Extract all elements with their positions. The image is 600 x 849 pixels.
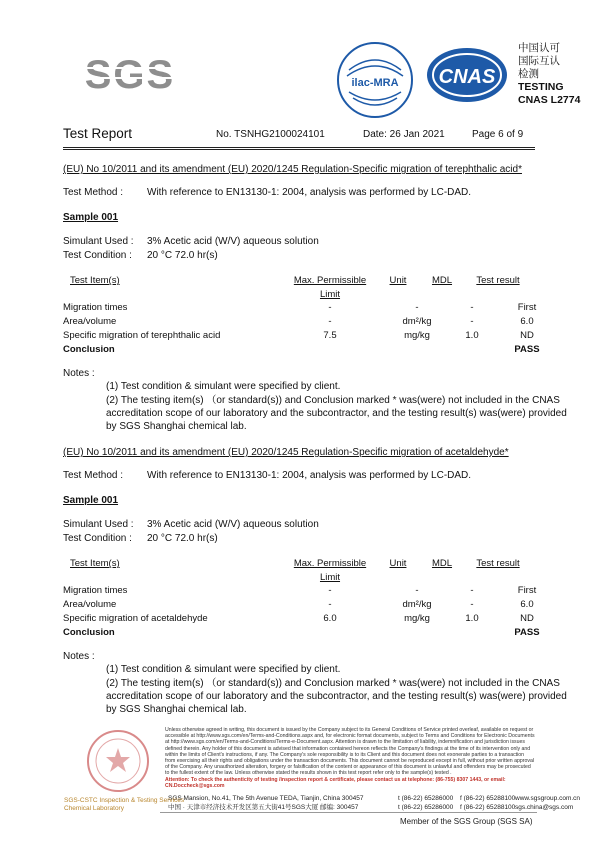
report-title: Test Report xyxy=(63,126,133,141)
address-en: SGS Mansion, No.41, The 5th Avenue TEDA, Tianjin, China 300457 xyxy=(168,795,364,802)
limit-cell: - xyxy=(328,316,332,327)
limit-cell: 6.0 xyxy=(323,613,337,624)
section-1-col-mdl: MDL xyxy=(431,275,453,286)
section-1-simulant-label: Simulant Used : xyxy=(63,236,134,247)
result-cell: First xyxy=(517,302,537,313)
table-row xyxy=(63,330,572,344)
section-2-condition-label: Test Condition : xyxy=(63,533,132,544)
conclusion-value: PASS xyxy=(514,344,540,355)
unit-cell: mg/kg xyxy=(404,613,430,624)
mdl-cell: 1.0 xyxy=(465,330,479,341)
conclusion-row xyxy=(63,344,572,358)
unit-cell: dm²/kg xyxy=(402,599,432,610)
member-text: Member of the SGS Group (SGS SA) xyxy=(400,817,533,826)
fax-2: f (86-22) 65288100 xyxy=(460,804,516,811)
section-1-simulant-value: 3% Acetic acid (W/V) aqueous solution xyxy=(147,236,319,247)
section-2-col-result: Test result xyxy=(476,558,520,569)
ilac-mra-logo xyxy=(335,40,415,120)
section-1-note-2b: accreditation scope of our laboratory and the subcontractor, and the testing result(s) was(were) provided xyxy=(106,408,567,419)
item-cell: Area/volume xyxy=(63,316,117,327)
section-1-col-limit: Max. Permissible xyxy=(293,275,367,286)
section-2-col-limit: Max. Permissible xyxy=(293,558,367,569)
section-1-note-2c: by SGS Shanghai chemical lab. xyxy=(106,421,247,432)
svg-text:SGS: SGS xyxy=(84,53,176,97)
sgs-logo xyxy=(70,48,190,100)
section-2-method-label: Test Method : xyxy=(63,470,124,481)
section-1-sample: Sample 001 xyxy=(63,212,119,223)
item-cell: Migration times xyxy=(63,302,128,313)
section-1-heading: (EU) No 10/2011 and its amendment (EU) 2020/1245 Regulation-Specific migration of terephthalic acid* xyxy=(63,164,522,175)
section-1-col-result: Test result xyxy=(476,275,520,286)
section-2-note-2b: accreditation scope of our laboratory and the subcontractor, and the testing result(s) was(were) provided xyxy=(106,691,567,702)
section-1-method-value: With reference to EN13130-1: 2004, analysis was performed by LC-DAD. xyxy=(147,187,472,198)
item-cell: Migration times xyxy=(63,585,128,596)
section-1-col-unit: Unit xyxy=(389,275,407,286)
svg-text:ilac-MRA: ilac-MRA xyxy=(351,77,399,89)
conclusion-label: Conclusion xyxy=(63,344,115,355)
section-2-note-2c: by SGS Shanghai chemical lab. xyxy=(106,704,247,715)
authenticity-notice: Attention: To check the authenticity of testing /inspection report & certificate, please contact us at telephone: (86-755) 8307 1443, or email: CN.Doccheck@sgs.com xyxy=(165,776,506,789)
cn-line-2: 国际互认 xyxy=(518,55,560,67)
section-1-note-2a: (2) The testing item(s) （or standard(s)) and Conclusion marked * was(were) not included in the CNAS xyxy=(106,395,560,406)
header-rule xyxy=(63,147,535,148)
section-1-col-item: Test Item(s) xyxy=(70,275,120,286)
section-2-results-table xyxy=(63,585,572,641)
section-2-col-unit: Unit xyxy=(389,558,407,569)
cn-line-1: 中国认可 xyxy=(518,42,560,54)
conclusion-label: Conclusion xyxy=(63,627,115,638)
item-cell: Specific migration of acetaldehyde xyxy=(63,613,208,624)
mdl-cell: - xyxy=(470,585,474,596)
table-row xyxy=(63,613,572,627)
item-cell: Specific migration of terephthalic acid xyxy=(63,330,221,341)
table-row xyxy=(63,599,572,613)
section-2-condition-value: 20 °C 72.0 hr(s) xyxy=(147,533,218,544)
header-rule-2 xyxy=(63,149,535,150)
section-1-notes-label: Notes : xyxy=(63,368,95,379)
mdl-cell: - xyxy=(470,599,474,610)
address-cn: 中国 · 天津市经济技术开发区第五大街41号SGS大厦 邮编: 300457 xyxy=(168,804,359,811)
fax-1: f (86-22) 65288100 xyxy=(460,795,516,802)
testing-label: TESTING xyxy=(518,81,564,93)
section-1-col-limit-2: Limit xyxy=(319,289,341,300)
mdl-cell: - xyxy=(470,316,474,327)
email-link[interactable]: sgs.china@sgs.com xyxy=(515,804,574,811)
result-cell: 6.0 xyxy=(520,316,534,327)
web-link[interactable]: www.sgsgroup.com.cn xyxy=(515,795,581,802)
result-cell: First xyxy=(517,585,537,596)
unit-cell: - xyxy=(415,302,419,313)
section-2-col-mdl: MDL xyxy=(431,558,453,569)
section-2-note-1: (1) Test condition & simulant were specified by client. xyxy=(106,664,341,675)
legal-disclaimer xyxy=(165,727,535,789)
report-date: Date: 26 Jan 2021 xyxy=(363,129,445,140)
section-1-condition-value: 20 °C 72.0 hr(s) xyxy=(147,250,218,261)
cnas-number: CNAS L2774 xyxy=(518,94,581,106)
section-2-simulant-value: 3% Acetic acid (W/V) aqueous solution xyxy=(147,519,319,530)
lab-line-2: Chemical Laboratory xyxy=(64,805,124,812)
mdl-cell: 1.0 xyxy=(465,613,479,624)
section-2-col-limit-2: Limit xyxy=(319,572,341,583)
unit-cell: - xyxy=(415,585,419,596)
limit-cell: - xyxy=(328,302,332,313)
section-2-note-2a: (2) The testing item(s) （or standard(s)) and Conclusion marked * was(were) not included in the CNAS xyxy=(106,678,560,689)
table-row xyxy=(63,316,572,330)
lab-name xyxy=(64,797,184,813)
section-2-notes-label: Notes : xyxy=(63,651,95,662)
item-cell: Area/volume xyxy=(63,599,117,610)
section-2-heading: (EU) No 10/2011 and its amendment (EU) 2020/1245 Regulation-Specific migration of acetaldehyde* xyxy=(63,447,509,458)
result-cell: ND xyxy=(520,613,534,624)
cnas-logo xyxy=(425,45,510,105)
section-1-condition-label: Test Condition : xyxy=(63,250,132,261)
unit-cell: mg/kg xyxy=(404,330,430,341)
report-number: No. TSNHG2100024101 xyxy=(216,129,325,140)
legal-text: Unless otherwise agreed in writing, this document is issued by the Company subject to its General Conditions of Service printed overleaf, available on request or accessible at http://www.sgs.com/en/Terms-and-Conditions.aspx and, for electronic format documents, subject to Terms and Conditions for Electronic Documents at http://www.sgs.com/en/Terms-and-Conditions/Terms-e-Document.aspx. Attention is drawn to the limitation of liability, indemnification and jurisdiction issues defined therein. Any holder of this document is advised that information contained hereon reflects the Company's findings at the time of its intervention only and within the limits of Client's instructions, if any. The Company's sole responsibility is to its Client and this document does not exonerate parties to a transaction from exercising all their rights and obligations under the transaction documents. This document cannot be reproduced except in full, without prior written approval of the Company. Any unauthorized alteration, forgery or falsification of the content or appearance of this document is unlawful and offenders may be prosecuted to the fullest extent of the law. Unless otherwise stated the results shown in this test report refer only to the sample(s) tested . xyxy=(165,727,535,777)
limit-cell: - xyxy=(328,599,332,610)
report-page: Page 6 of 9 xyxy=(472,129,524,140)
section-2-sample: Sample 001 xyxy=(63,495,119,506)
section-2-method-value: With reference to EN13130-1: 2004, analysis was performed by LC-DAD. xyxy=(147,470,472,481)
result-cell: 6.0 xyxy=(520,599,534,610)
lab-line-1: SGS-CSTC Inspection & Testing Services xyxy=(64,797,185,804)
section-1-method-label: Test Method : xyxy=(63,187,124,198)
section-1-results-table xyxy=(63,302,572,358)
section-1-note-1: (1) Test condition & simulant were specified by client. xyxy=(106,381,341,392)
tel-2: t (86-22) 65286000 xyxy=(398,804,454,811)
svg-text:CNAS: CNAS xyxy=(438,66,496,88)
limit-cell: 7.5 xyxy=(323,330,337,341)
result-cell: ND xyxy=(520,330,534,341)
limit-cell: - xyxy=(328,585,332,596)
accreditation-text xyxy=(518,42,580,107)
section-2-col-item: Test Item(s) xyxy=(70,558,120,569)
cn-line-3: 检测 xyxy=(518,68,539,80)
lab-stamp-seal xyxy=(78,726,158,796)
unit-cell: dm²/kg xyxy=(402,316,432,327)
table-row xyxy=(63,302,572,316)
mdl-cell: - xyxy=(470,302,474,313)
conclusion-value: PASS xyxy=(514,627,540,638)
footer-rule xyxy=(160,812,537,813)
tel-1: t (86-22) 65286000 xyxy=(398,795,454,802)
table-row xyxy=(63,585,572,599)
section-2-simulant-label: Simulant Used : xyxy=(63,519,134,530)
conclusion-row xyxy=(63,627,572,641)
